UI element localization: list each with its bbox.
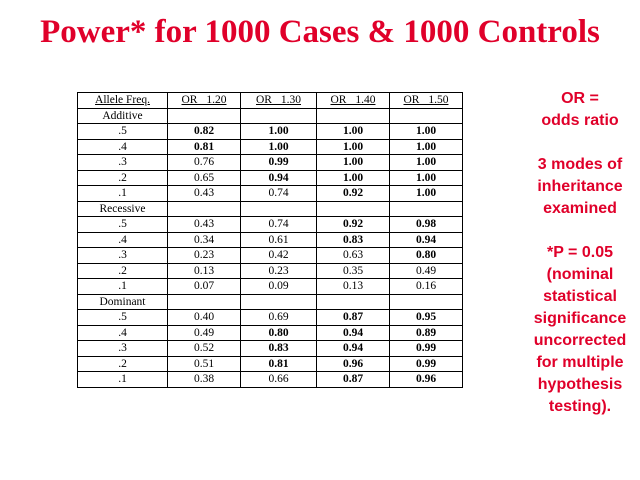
side-note — [520, 88, 640, 418]
power-value-cell: 0.23 — [241, 263, 317, 279]
power-value-cell: 1.00 — [241, 124, 317, 140]
power-value-cell: 0.23 — [168, 248, 241, 264]
group-label: Recessive — [78, 201, 168, 217]
power-value-cell: 0.09 — [241, 279, 317, 295]
power-value-cell: 1.00 — [390, 170, 463, 186]
allele-freq-cell: .5 — [78, 124, 168, 140]
power-value-cell: 0.96 — [317, 356, 390, 372]
power-value-cell: 0.95 — [390, 310, 463, 326]
empty-cell — [241, 108, 317, 124]
allele-freq-cell: .4 — [78, 232, 168, 248]
p-value-note-line: (nominal — [546, 266, 614, 283]
power-value-cell: 0.40 — [168, 310, 241, 326]
allele-freq-cell: .3 — [78, 341, 168, 357]
or-definition-line: odds ratio — [541, 112, 619, 129]
allele-freq-cell: .4 — [78, 325, 168, 341]
p-value-note-line: testing). — [548, 398, 612, 415]
power-value-cell: 0.07 — [168, 279, 241, 295]
allele-freq-cell: .4 — [78, 139, 168, 155]
slide-title: Power* for 1000 Cases & 1000 Controls — [40, 14, 600, 50]
empty-cell — [317, 201, 390, 217]
power-value-cell: 0.89 — [390, 325, 463, 341]
power-value-cell: 1.00 — [390, 155, 463, 171]
allele-freq-cell: .1 — [78, 279, 168, 295]
power-value-cell: 0.99 — [390, 341, 463, 357]
power-value-cell: 0.94 — [241, 170, 317, 186]
allele-freq-cell: .1 — [78, 372, 168, 388]
power-value-cell: 0.13 — [168, 263, 241, 279]
power-value-cell: 0.51 — [168, 356, 241, 372]
or-definition — [520, 88, 640, 132]
table-row — [78, 248, 463, 264]
power-value-cell: 0.87 — [317, 372, 390, 388]
empty-cell — [390, 108, 463, 124]
power-value-cell: 0.61 — [241, 232, 317, 248]
header-or-2: OR 1.30 — [241, 93, 317, 109]
modes-note-line: inheritance — [537, 178, 623, 195]
power-value-cell: 0.98 — [390, 217, 463, 233]
power-value-cell: 0.81 — [168, 139, 241, 155]
power-value-cell: 0.43 — [168, 186, 241, 202]
allele-freq-cell: .2 — [78, 356, 168, 372]
empty-cell — [390, 294, 463, 310]
power-value-cell: 0.49 — [390, 263, 463, 279]
table-row — [78, 232, 463, 248]
table-row — [78, 325, 463, 341]
power-value-cell: 0.65 — [168, 170, 241, 186]
modes-note-line: 3 modes of — [537, 156, 623, 173]
header-allele-freq: Allele Freq. — [78, 93, 168, 109]
power-value-cell: 0.34 — [168, 232, 241, 248]
power-value-cell: 1.00 — [241, 139, 317, 155]
table-row — [78, 263, 463, 279]
power-value-cell: 0.49 — [168, 325, 241, 341]
power-value-cell: 0.99 — [241, 155, 317, 171]
table-row — [78, 155, 463, 171]
power-value-cell: 0.42 — [241, 248, 317, 264]
power-value-cell: 0.94 — [317, 325, 390, 341]
power-value-cell: 0.81 — [241, 356, 317, 372]
table-row — [78, 124, 463, 140]
empty-cell — [168, 108, 241, 124]
power-value-cell: 0.92 — [317, 186, 390, 202]
table-row — [78, 170, 463, 186]
allele-freq-cell: .2 — [78, 263, 168, 279]
table-row — [78, 356, 463, 372]
table-row — [78, 186, 463, 202]
group-row — [78, 294, 463, 310]
table-row — [78, 217, 463, 233]
allele-freq-cell: .5 — [78, 217, 168, 233]
empty-cell — [241, 201, 317, 217]
power-value-cell: 0.43 — [168, 217, 241, 233]
allele-freq-cell: .3 — [78, 248, 168, 264]
modes-note — [520, 154, 640, 220]
empty-cell — [317, 108, 390, 124]
empty-cell — [241, 294, 317, 310]
power-value-cell: 0.80 — [390, 248, 463, 264]
group-row — [78, 201, 463, 217]
power-value-cell: 0.87 — [317, 310, 390, 326]
power-value-cell: 0.92 — [317, 217, 390, 233]
power-value-cell: 0.63 — [317, 248, 390, 264]
power-value-cell: 1.00 — [390, 124, 463, 140]
power-value-cell: 0.13 — [317, 279, 390, 295]
power-value-cell: 0.74 — [241, 217, 317, 233]
allele-freq-cell: .2 — [78, 170, 168, 186]
power-value-cell: 1.00 — [317, 155, 390, 171]
power-value-cell: 1.00 — [390, 186, 463, 202]
power-value-cell: 0.83 — [317, 232, 390, 248]
table-row — [78, 341, 463, 357]
allele-freq-cell: .5 — [78, 310, 168, 326]
power-value-cell: 0.38 — [168, 372, 241, 388]
power-value-cell: 0.66 — [241, 372, 317, 388]
p-value-note — [520, 242, 640, 418]
empty-cell — [317, 294, 390, 310]
p-value-note-line: for multiple — [536, 354, 624, 371]
power-value-cell: 0.94 — [390, 232, 463, 248]
power-value-cell: 0.80 — [241, 325, 317, 341]
p-value-note-line: statistical — [543, 288, 617, 305]
power-value-cell: 0.83 — [241, 341, 317, 357]
group-label: Additive — [78, 108, 168, 124]
p-value-note-line: significance — [533, 310, 627, 327]
empty-cell — [168, 294, 241, 310]
power-value-cell: 0.74 — [241, 186, 317, 202]
header-or-1: OR 1.20 — [168, 93, 241, 109]
table-row — [78, 372, 463, 388]
power-value-cell: 1.00 — [390, 139, 463, 155]
power-value-cell: 0.69 — [241, 310, 317, 326]
group-row — [78, 108, 463, 124]
p-value-note-line: *P = 0.05 — [547, 244, 613, 261]
power-value-cell: 0.35 — [317, 263, 390, 279]
power-value-cell: 0.96 — [390, 372, 463, 388]
group-label: Dominant — [78, 294, 168, 310]
power-value-cell: 0.76 — [168, 155, 241, 171]
power-value-cell: 0.52 — [168, 341, 241, 357]
power-value-cell: 0.16 — [390, 279, 463, 295]
table-row — [78, 310, 463, 326]
power-value-cell: 1.00 — [317, 139, 390, 155]
power-value-cell: 0.82 — [168, 124, 241, 140]
power-table — [77, 92, 463, 388]
p-value-note-line: uncorrected — [533, 332, 627, 349]
table-row — [78, 279, 463, 295]
allele-freq-cell: .1 — [78, 186, 168, 202]
power-value-cell: 0.94 — [317, 341, 390, 357]
power-value-cell: 0.99 — [390, 356, 463, 372]
table-row — [78, 139, 463, 155]
power-value-cell: 1.00 — [317, 170, 390, 186]
empty-cell — [390, 201, 463, 217]
p-value-note-line: hypothesis — [537, 376, 623, 393]
header-or-3: OR 1.40 — [317, 93, 390, 109]
or-definition-line: OR = — [561, 90, 599, 107]
power-value-cell: 1.00 — [317, 124, 390, 140]
empty-cell — [168, 201, 241, 217]
modes-note-line: examined — [543, 200, 617, 217]
allele-freq-cell: .3 — [78, 155, 168, 171]
table-header-row — [78, 93, 463, 109]
header-or-4: OR 1.50 — [390, 93, 463, 109]
